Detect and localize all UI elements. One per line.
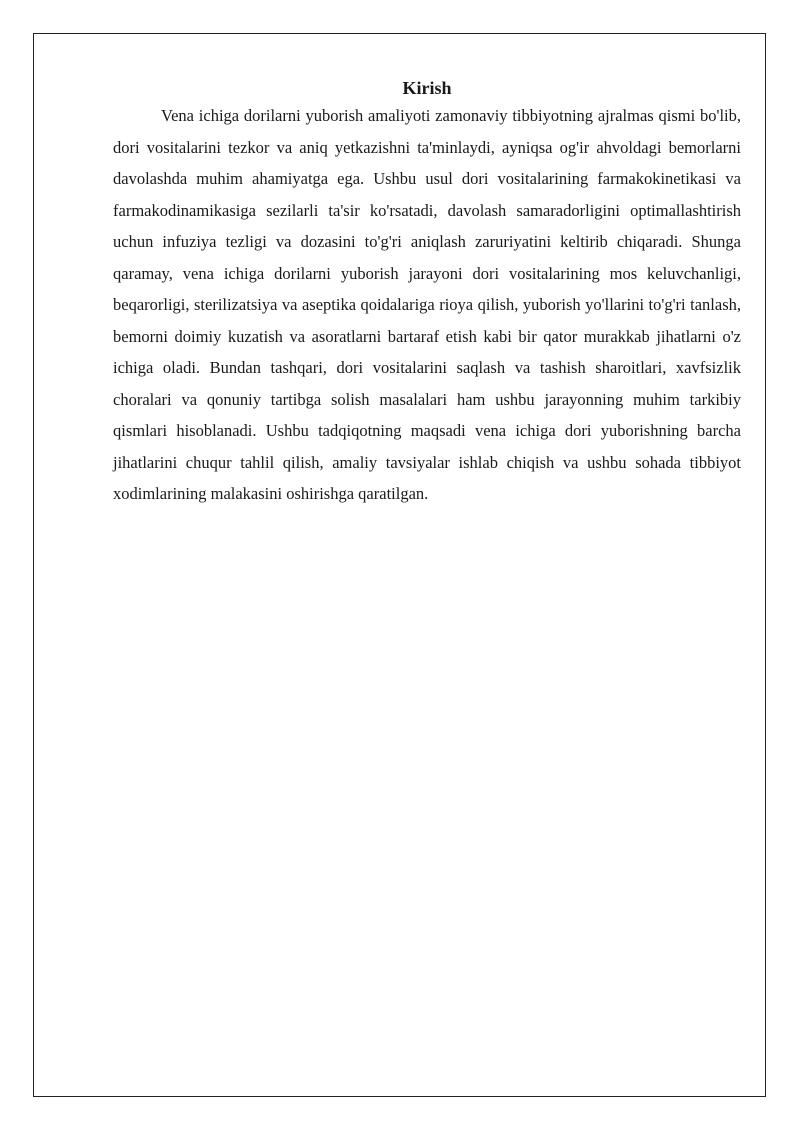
document-body — [113, 76, 741, 510]
section-heading: Kirish — [402, 78, 452, 98]
body-paragraph: Vena ichiga dorilarni yuborish amaliyoti zamonaviy tibbiyotning ajralmas qismi bo'lib, dori vositalarini tezkor va aniq yetkazishni ta'minlaydi, ayniqsa og'ir ahvoldagi bemorlarni davolashda muhim ahamiyatga ega. Ushbu usul dori vositalarining farmakokinetikasi va farmakodinamikasiga sezilarli ta'sir ko'rsatadi, davolash samaradorligini optimallashtirish uchun infuziya tezligi va dozasini to'g'ri aniqlash zaruriyatini keltirib chiqaradi. Shunga qaramay, vena ichiga dorilarni yuborish jarayoni dori vositalarining mos keluvchanligi, beqarorligi, sterilizatsiya va aseptika qoidalariga rioya qilish, yuborish yo'llarini to'g'ri tanlash, bemorni doimiy kuzatish va asoratlarni bartaraf etish kabi bir qator murakkab jihatlarni o'z ichiga oladi. Bundan tashqari, dori vositalarini saqlash va tashish sharoitlari, xavfsizlik choralari va qonuniy tartibga solish masalalari ham ushbu jarayonning muhim tarkibiy qismlari hisoblanadi. Ushbu tadqiqotning maqsadi vena ichiga dori yuborishning barcha jihatlarini chuqur tahlil qilish, amaliy tavsiyalar ishlab chiqish va ushbu sohada tibbiyot xodimlarining malakasini oshirishga qaratilgan. — [113, 106, 741, 503]
